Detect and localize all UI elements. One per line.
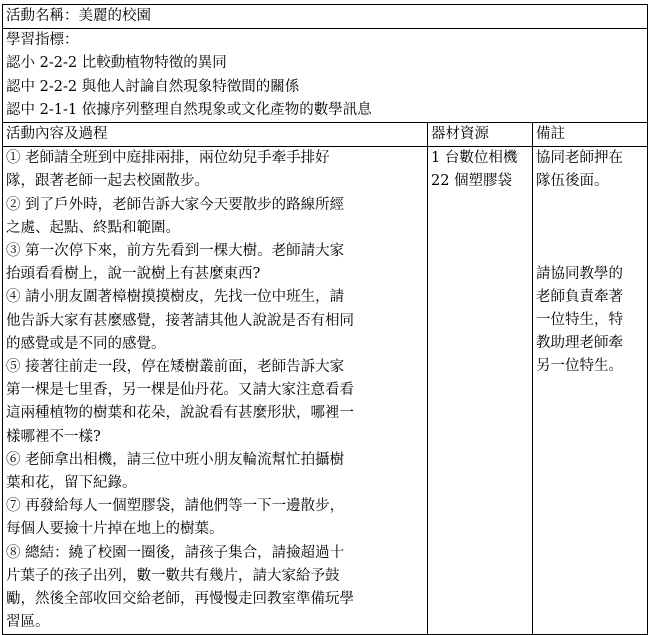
content-line: ④ 請小朋友圍著樟樹摸摸樹皮，先找一位中班生，請 — [6, 289, 345, 306]
content-line: ⑧ 總結：繞了校園一圈後，請孩子集合，請撿超過十 — [6, 544, 345, 561]
content-line: ② 到了戶外時，老師告訴大家今天要散步的路線所經 — [6, 196, 345, 213]
content-line: ⑤ 接著往前走一段，停在矮樹叢前面，老師告訴大家 — [6, 359, 345, 376]
content-row — [3, 147, 648, 635]
content-line: 勵，然後全部收回交給老師，再慢慢走回教室準備玩學 — [6, 591, 354, 608]
note-line: 協同老師押在 — [536, 150, 623, 167]
note-line: 教助理老師牽 — [536, 335, 623, 352]
objectives-heading: 學習指標： — [6, 32, 79, 49]
content-line: ① 老師請全班到中庭排兩排，兩位幼兒手牽手排好 — [6, 150, 330, 167]
content-line: 每個人要撿十片掉在地上的樹葉。 — [6, 521, 224, 538]
note-line: 請協同教學的 — [536, 265, 623, 282]
activity-name-cell — [3, 5, 648, 29]
objective-item: 認小 2-2-2 比較動植物特徵的異同 — [6, 55, 227, 72]
content-cell — [3, 147, 428, 635]
content-line: 第一棵是七里香，另一棵是仙丹花。又請大家注意看看 — [6, 382, 354, 399]
content-line: 的感覺或是不同的感覺。 — [6, 335, 166, 352]
content-line: 葉和花，留下紀錄。 — [6, 475, 137, 492]
header-notes: 備註 — [533, 123, 648, 147]
content-line: 隊，跟著老師一起去校園散步。 — [6, 173, 209, 190]
note-line: 一位特生，特 — [536, 312, 623, 329]
content-line: 片葉子的孩子出列，數一數共有幾片，請大家給予鼓 — [6, 567, 340, 584]
activity-name: 活動名稱：美麗的校園 — [6, 8, 151, 24]
material-item: 22 個塑膠袋 — [431, 173, 513, 190]
materials-cell — [428, 147, 533, 635]
note-line: 老師負責牽著 — [536, 288, 623, 305]
content-line: ⑦ 再發給每人一個塑膠袋，請他們等一下一邊散步， — [6, 498, 345, 515]
note-spacer — [536, 194, 644, 263]
content-line: 之處、起點、終點和範圍。 — [6, 219, 180, 236]
lesson-plan-table — [2, 4, 648, 635]
table-header-row — [3, 123, 648, 147]
objective-item: 認中 2-1-1 依據序列整理自然現象或文化產物的數學訊息 — [6, 101, 372, 118]
note-line: 另一位特生。 — [536, 358, 623, 375]
content-line: 樣哪裡不一樣? — [6, 428, 101, 445]
content-line: 他告訴大家有甚麼感覺，接著請其他人說說是否有相同 — [6, 312, 354, 329]
header-materials: 器材資源 — [428, 123, 533, 147]
content-line: ③ 第一次停下來，前方先看到一棵大樹。老師請大家 — [6, 243, 345, 260]
content-line: 習區。 — [6, 614, 50, 631]
objectives-cell — [3, 29, 648, 123]
notes-cell — [533, 147, 648, 635]
objective-item: 認中 2-2-2 與他人討論自然現象特徵間的關係 — [6, 78, 300, 95]
content-line: 抬頭看看樹上，說一說樹上有甚麼東西? — [6, 266, 261, 283]
material-item: 1 台數位相機 — [431, 150, 518, 167]
header-content: 活動內容及過程 — [3, 123, 428, 147]
content-line: 這兩種植物的樹葉和花朵，說說看有甚麼形狀，哪裡一 — [6, 405, 354, 422]
objectives-row — [3, 29, 648, 123]
activity-name-row — [3, 5, 648, 29]
content-line: ⑥ 老師拿出相機，請三位中班小朋友輪流幫忙拍攝樹 — [6, 451, 345, 468]
note-line: 隊伍後面。 — [536, 173, 609, 190]
